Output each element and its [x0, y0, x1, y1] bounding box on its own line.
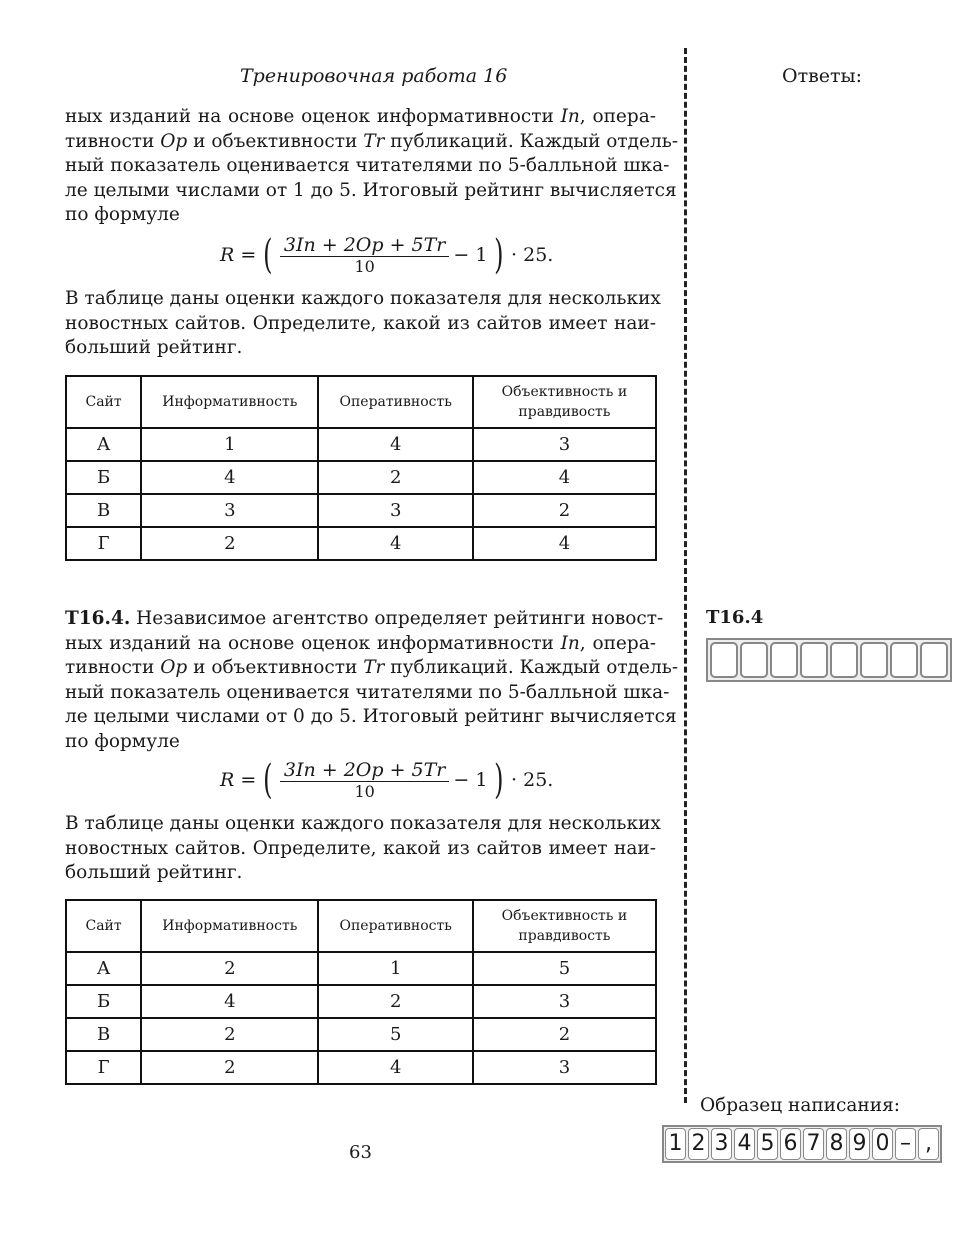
column-header: Оперативность [318, 900, 472, 952]
multiplier: · 25. [511, 244, 554, 266]
minus-one: − 1 [453, 769, 488, 791]
cut-line [684, 48, 687, 1103]
text-segment: В таблице даны оценки каждого показателя для нескольких [65, 288, 661, 309]
sample-char: 2 [688, 1128, 709, 1160]
sample-char: – [895, 1128, 916, 1160]
close-paren: ) [494, 232, 504, 278]
task-formula [220, 759, 553, 801]
text-segment: новостных сайтов. Определите, какой из сайтов имеет наи- [65, 837, 656, 859]
multiplier: · 25. [511, 769, 554, 791]
table-cell: 1 [318, 952, 472, 985]
text-line [65, 837, 656, 862]
column-header: Информативность [141, 376, 318, 428]
answer-box[interactable] [890, 642, 918, 678]
answers-label: Ответы: [782, 65, 863, 87]
table-cell: 2 [318, 461, 472, 494]
answer-label: T16.4 [706, 607, 764, 628]
prev-task-question [65, 287, 661, 361]
prev-task-text [65, 105, 679, 228]
text-segment: по формуле [65, 204, 180, 226]
table-cell: А [66, 952, 141, 985]
table-cell: 4 [141, 461, 318, 494]
text-line [65, 179, 677, 204]
sample-char: 1 [665, 1128, 686, 1160]
table-cell: 2 [473, 1018, 656, 1051]
prev-formula [220, 234, 553, 276]
column-header: Объективность и правдивость [473, 376, 656, 428]
column-header: Объективность и правдивость [473, 900, 656, 952]
task-question [65, 812, 661, 886]
text-segment: публикаций. Каждый отдель- [384, 657, 679, 679]
column-header: Сайт [66, 900, 141, 952]
text-segment: и объективности [187, 657, 364, 679]
formula-lhs: R = [220, 244, 257, 266]
text-line [65, 203, 656, 228]
numerator: 3In + 2Op + 5Tr [280, 234, 450, 257]
formula-lhs: R = [220, 769, 257, 791]
prev-ratings-table [65, 375, 657, 561]
table-cell: В [66, 494, 141, 527]
text-segment: ле целыми числами от 1 до 5. Итоговый рейтинг вычисляется [65, 179, 677, 201]
text-line [65, 730, 656, 755]
table-cell: 2 [473, 494, 656, 527]
text-line [65, 287, 661, 312]
fraction [280, 234, 450, 276]
table-cell: 3 [473, 985, 656, 1018]
task-number: T16.4. [65, 608, 131, 629]
text-segment: по формуле [65, 730, 180, 752]
column-header: Информативность [141, 900, 318, 952]
table-cell: Г [66, 527, 141, 560]
sample-char: , [918, 1128, 939, 1160]
text-segment: больший рейтинг. [65, 862, 243, 884]
numerator: 3In + 2Op + 5Tr [280, 759, 450, 782]
table-row [66, 985, 656, 1018]
table-cell: 3 [318, 494, 472, 527]
column-header: Сайт [66, 376, 141, 428]
open-paren: ( [263, 757, 273, 803]
text-segment: тивности [65, 130, 161, 152]
sample-char: 3 [711, 1128, 732, 1160]
denominator: 10 [354, 257, 375, 276]
table-cell: 3 [473, 428, 656, 461]
sample-char: 4 [734, 1128, 755, 1160]
answer-box[interactable] [800, 642, 828, 678]
ratings-table [65, 899, 657, 1085]
table-cell: 2 [141, 952, 318, 985]
text-line [65, 681, 670, 706]
text-segment: В таблице даны оценки каждого показателя для нескольких [65, 813, 661, 834]
variable: Tr [363, 130, 385, 152]
table-row [66, 952, 656, 985]
table-row [66, 461, 656, 494]
denominator: 10 [354, 782, 375, 801]
table-cell: 5 [473, 952, 656, 985]
fraction [280, 759, 450, 801]
table-cell: 2 [141, 527, 318, 560]
text-line [65, 656, 679, 681]
sample-char: 5 [757, 1128, 778, 1160]
table-cell: 4 [141, 985, 318, 1018]
text-segment: тивности [65, 657, 161, 679]
page-number: 63 [349, 1142, 372, 1163]
table-cell: Г [66, 1051, 141, 1084]
column-header: Оперативность [318, 376, 472, 428]
table-cell: 4 [318, 1051, 472, 1084]
answer-box[interactable] [740, 642, 768, 678]
text-line [65, 632, 656, 657]
text-line [65, 154, 670, 179]
table-cell: 3 [141, 494, 318, 527]
text-line [65, 861, 656, 886]
table-header-row [66, 900, 656, 952]
close-paren: ) [494, 757, 504, 803]
text-line [65, 705, 677, 730]
table-row [66, 428, 656, 461]
sample-char: 8 [826, 1128, 847, 1160]
answer-box[interactable] [830, 642, 858, 678]
variable: Tr [363, 657, 385, 679]
variable: In [560, 632, 580, 654]
sample-char: 7 [803, 1128, 824, 1160]
sample-char: 9 [849, 1128, 870, 1160]
sample-label: Образец написания: [700, 1095, 900, 1116]
text-line [65, 812, 661, 837]
text-line [65, 607, 664, 632]
sample-char: 6 [780, 1128, 801, 1160]
table-cell: 5 [318, 1018, 472, 1051]
table-cell: 4 [318, 428, 472, 461]
table-cell: В [66, 1018, 141, 1051]
table-cell: 2 [318, 985, 472, 1018]
minus-one: − 1 [453, 244, 488, 266]
table-cell: 2 [141, 1018, 318, 1051]
text-segment: ных изданий на основе оценок информативности [65, 632, 561, 654]
task-t16-4-text [65, 607, 679, 755]
sample-char: 0 [872, 1128, 893, 1160]
table-row [66, 1051, 656, 1084]
text-segment: Независимое агентство определяет рейтинги новост- [130, 608, 664, 629]
table-cell: А [66, 428, 141, 461]
answer-box[interactable] [770, 642, 798, 678]
table-cell: 4 [473, 527, 656, 560]
table-row [66, 494, 656, 527]
text-line [65, 130, 679, 155]
answer-box[interactable] [860, 642, 888, 678]
text-segment: , опера- [579, 106, 656, 127]
answer-box[interactable] [920, 642, 948, 678]
answer-boxes[interactable] [706, 638, 952, 682]
table-cell: 4 [318, 527, 472, 560]
table-cell: Б [66, 985, 141, 1018]
sample-digits [662, 1125, 942, 1163]
text-segment: ле целыми числами от 0 до 5. Итоговый рейтинг вычисляется [65, 706, 677, 728]
text-segment: и объективности [187, 130, 364, 152]
text-segment: ный показатель оценивается читателями по 5-балльной шка- [65, 681, 670, 703]
table-cell: 2 [141, 1051, 318, 1084]
table-row [66, 527, 656, 560]
answer-box[interactable] [710, 642, 738, 678]
text-segment: ных изданий на основе оценок информативности [65, 106, 561, 127]
text-line [65, 105, 656, 130]
variable: In [560, 106, 580, 127]
table-header-row [66, 376, 656, 428]
text-segment: ный показатель оценивается читателями по 5-балльной шка- [65, 155, 670, 177]
variable: Op [160, 130, 188, 152]
table-cell: 3 [473, 1051, 656, 1084]
running-header: Тренировочная работа 16 [240, 65, 508, 87]
text-line [65, 336, 656, 361]
text-segment: больший рейтинг. [65, 337, 243, 359]
table-cell: 1 [141, 428, 318, 461]
text-segment: новостных сайтов. Определите, какой из сайтов имеет наи- [65, 312, 656, 334]
table-cell: 4 [473, 461, 656, 494]
variable: Op [160, 657, 188, 679]
open-paren: ( [263, 232, 273, 278]
text-segment: , опера- [579, 632, 656, 654]
text-line [65, 312, 656, 337]
table-row [66, 1018, 656, 1051]
text-segment: публикаций. Каждый отдель- [384, 130, 679, 152]
table-cell: Б [66, 461, 141, 494]
